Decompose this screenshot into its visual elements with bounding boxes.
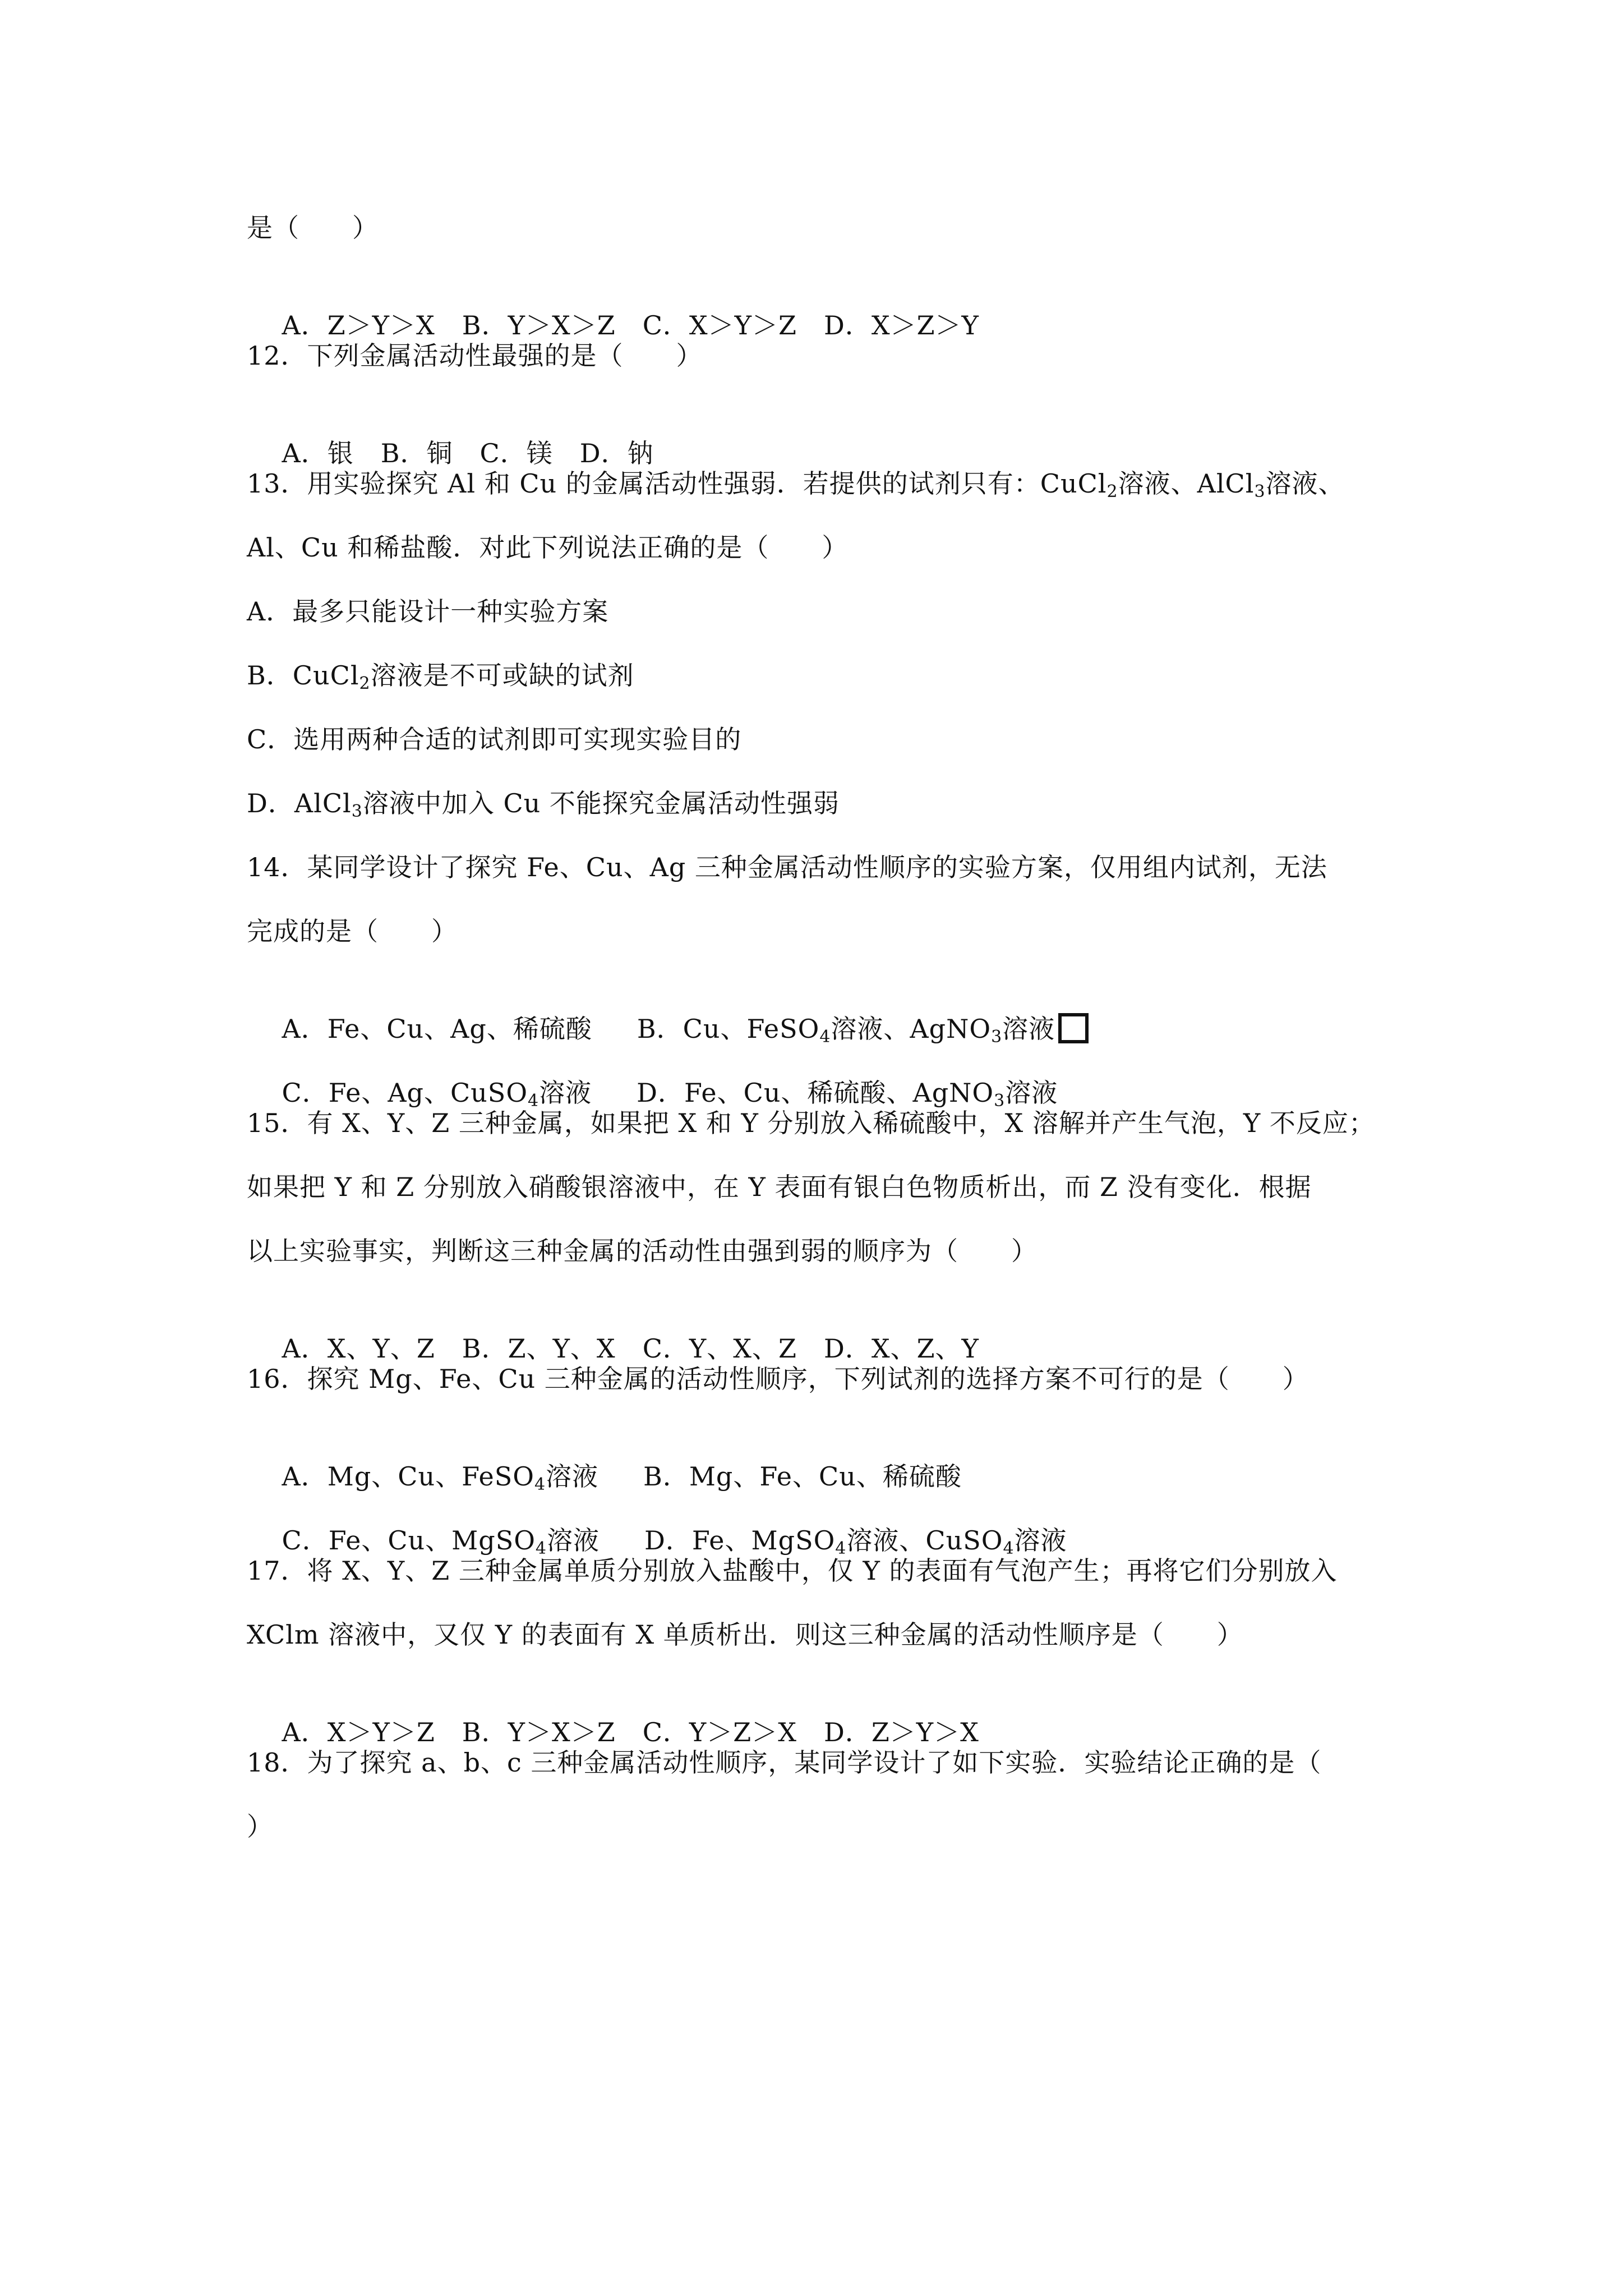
- q15-stem-line1: 15．有 X、Y、Z 三种金属，如果把 X 和 Y 分别放入稀硫酸中，X 溶解并产生气泡，Y 不反应；: [247, 1108, 1375, 1138]
- q17-stem-line1: 17．将 X、Y、Z 三种金属单质分别放入盐酸中，仅 Y 的表面有气泡产生；再将它们分别放入: [247, 1556, 1338, 1586]
- option-b: B．Mg、Fe、Cu、稀硫酸: [643, 1461, 962, 1492]
- subscript: 4: [819, 1027, 831, 1047]
- text: 13．用实验探究 Al 和 Cu 的金属活动性强弱．若提供的试剂只有：CuCl: [247, 468, 1107, 499]
- text: 溶液中加入 Cu 不能探究金属活动性强弱: [362, 788, 840, 818]
- subscript: 3: [994, 1091, 1006, 1111]
- subscript: 2: [1106, 482, 1118, 501]
- text: 溶液: [546, 1461, 599, 1492]
- q13-stem-line2: Al、Cu 和稀盐酸．对此下列说法正确的是（ ）: [247, 532, 849, 563]
- option-d: [637, 1076, 1058, 1110]
- text: B．CuCl: [247, 660, 359, 691]
- q14-stem-line1: 14．某同学设计了探究 Fe、Cu、Ag 三种金属活动性顺序的实验方案，仅用组内试剂，无法: [247, 852, 1327, 882]
- q13-option-a: A．最多只能设计一种实验方案: [247, 596, 609, 627]
- text: A．Mg、Cu、FeSO: [282, 1461, 534, 1492]
- subscript: 4: [1003, 1539, 1015, 1558]
- subscript: 4: [535, 1539, 547, 1558]
- option-c: [282, 1076, 592, 1110]
- option-c: C．镁: [479, 438, 553, 468]
- option-c: C．Y、X、Z: [642, 1333, 797, 1364]
- q13-option-c: C．选用两种合适的试剂即可实现实验目的: [247, 724, 742, 754]
- text: 溶液: [539, 1078, 592, 1108]
- text: 溶液、AlCl: [1118, 468, 1255, 499]
- q15-stem-line2: 如果把 Y 和 Z 分别放入硝酸银溶液中，在 Y 表面有银白色物质析出，而 Z 没有变化．根据: [247, 1172, 1312, 1202]
- option-a: A．银: [282, 438, 354, 468]
- q15-stem-line3: 以上实验事实，判断这三种金属的活动性由强到弱的顺序为（ ）: [247, 1236, 1038, 1266]
- option-a: [282, 1460, 599, 1493]
- answer-box: [1058, 1013, 1089, 1043]
- q18-stem-line2: ）: [247, 1811, 273, 1842]
- text: 溶液: [547, 1525, 600, 1556]
- option-c: C．X＞Y＞Z: [642, 310, 797, 341]
- option-d: [644, 1524, 1067, 1557]
- subscript: 2: [359, 674, 371, 693]
- subscript: 3: [351, 802, 363, 821]
- q13-stem-line1: [247, 467, 1345, 500]
- option-b: B．Z、Y、X: [462, 1333, 616, 1364]
- q13-option-d: [247, 786, 840, 820]
- text: 溶液: [1005, 1078, 1058, 1108]
- text: D．AlCl: [247, 788, 352, 818]
- q13-option-b: [247, 659, 634, 692]
- option-c: [282, 1524, 600, 1557]
- option-b: [637, 1012, 1055, 1046]
- subscript: 3: [991, 1027, 1003, 1047]
- text: B．Cu、FeSO: [637, 1014, 820, 1044]
- option-b: B．Y＞X＞Z: [462, 1717, 616, 1747]
- q17-stem-line2: XClm 溶液中，又仅 Y 的表面有 X 单质析出．则这三种金属的活动性顺序是（ ）: [247, 1619, 1243, 1650]
- option-b: B．铜: [380, 438, 453, 468]
- text: C．Fe、Cu、MgSO: [282, 1525, 536, 1556]
- option-a: A．Fe、Cu、Ag、稀硫酸: [282, 1014, 592, 1044]
- option-a: A．Z＞Y＞X: [282, 310, 435, 341]
- q12-stem: 12．下列金属活动性最强的是（ ）: [247, 341, 703, 371]
- option-d: D．钠: [579, 438, 654, 468]
- option-b: B．Y＞X＞Z: [462, 310, 616, 341]
- q14-stem-line2: 完成的是（ ）: [247, 916, 458, 946]
- subscript: 3: [1254, 482, 1266, 501]
- q16-stem: 16．探究 Mg、Fe、Cu 三种金属的活动性顺序，下列试剂的选择方案不可行的是（ ）: [247, 1364, 1309, 1394]
- q18-stem-line1: 18．为了探究 a、b、c 三种金属活动性顺序，某同学设计了如下实验．实验结论正确的是（: [247, 1747, 1322, 1778]
- text: 溶液: [1014, 1525, 1067, 1556]
- text: 溶液、AgNO: [831, 1014, 992, 1044]
- text: C．Fe、Ag、CuSO: [282, 1078, 528, 1108]
- option-a: A．X、Y、Z: [282, 1333, 435, 1364]
- q11-continuation: 是（ ）: [247, 213, 379, 243]
- text: D．Fe、Cu、稀硫酸、AgNO: [637, 1078, 994, 1108]
- option-d: D．X、Z、Y: [823, 1333, 979, 1364]
- subscript: 4: [534, 1475, 546, 1494]
- text: 溶液、CuSO: [846, 1525, 1003, 1556]
- option-a: A．X＞Y＞Z: [282, 1717, 435, 1747]
- option-c: C．Y＞Z＞X: [642, 1717, 797, 1747]
- text: 溶液是不可或缺的试剂: [370, 660, 634, 691]
- text: 溶液、: [1265, 468, 1345, 499]
- subscript: 4: [835, 1539, 847, 1558]
- option-d: D．X＞Z＞Y: [823, 310, 979, 341]
- text: D．Fe、MgSO: [644, 1525, 836, 1556]
- option-d: D．Z＞Y＞X: [823, 1717, 979, 1747]
- subscript: 4: [528, 1091, 540, 1111]
- text: 溶液: [1002, 1014, 1055, 1044]
